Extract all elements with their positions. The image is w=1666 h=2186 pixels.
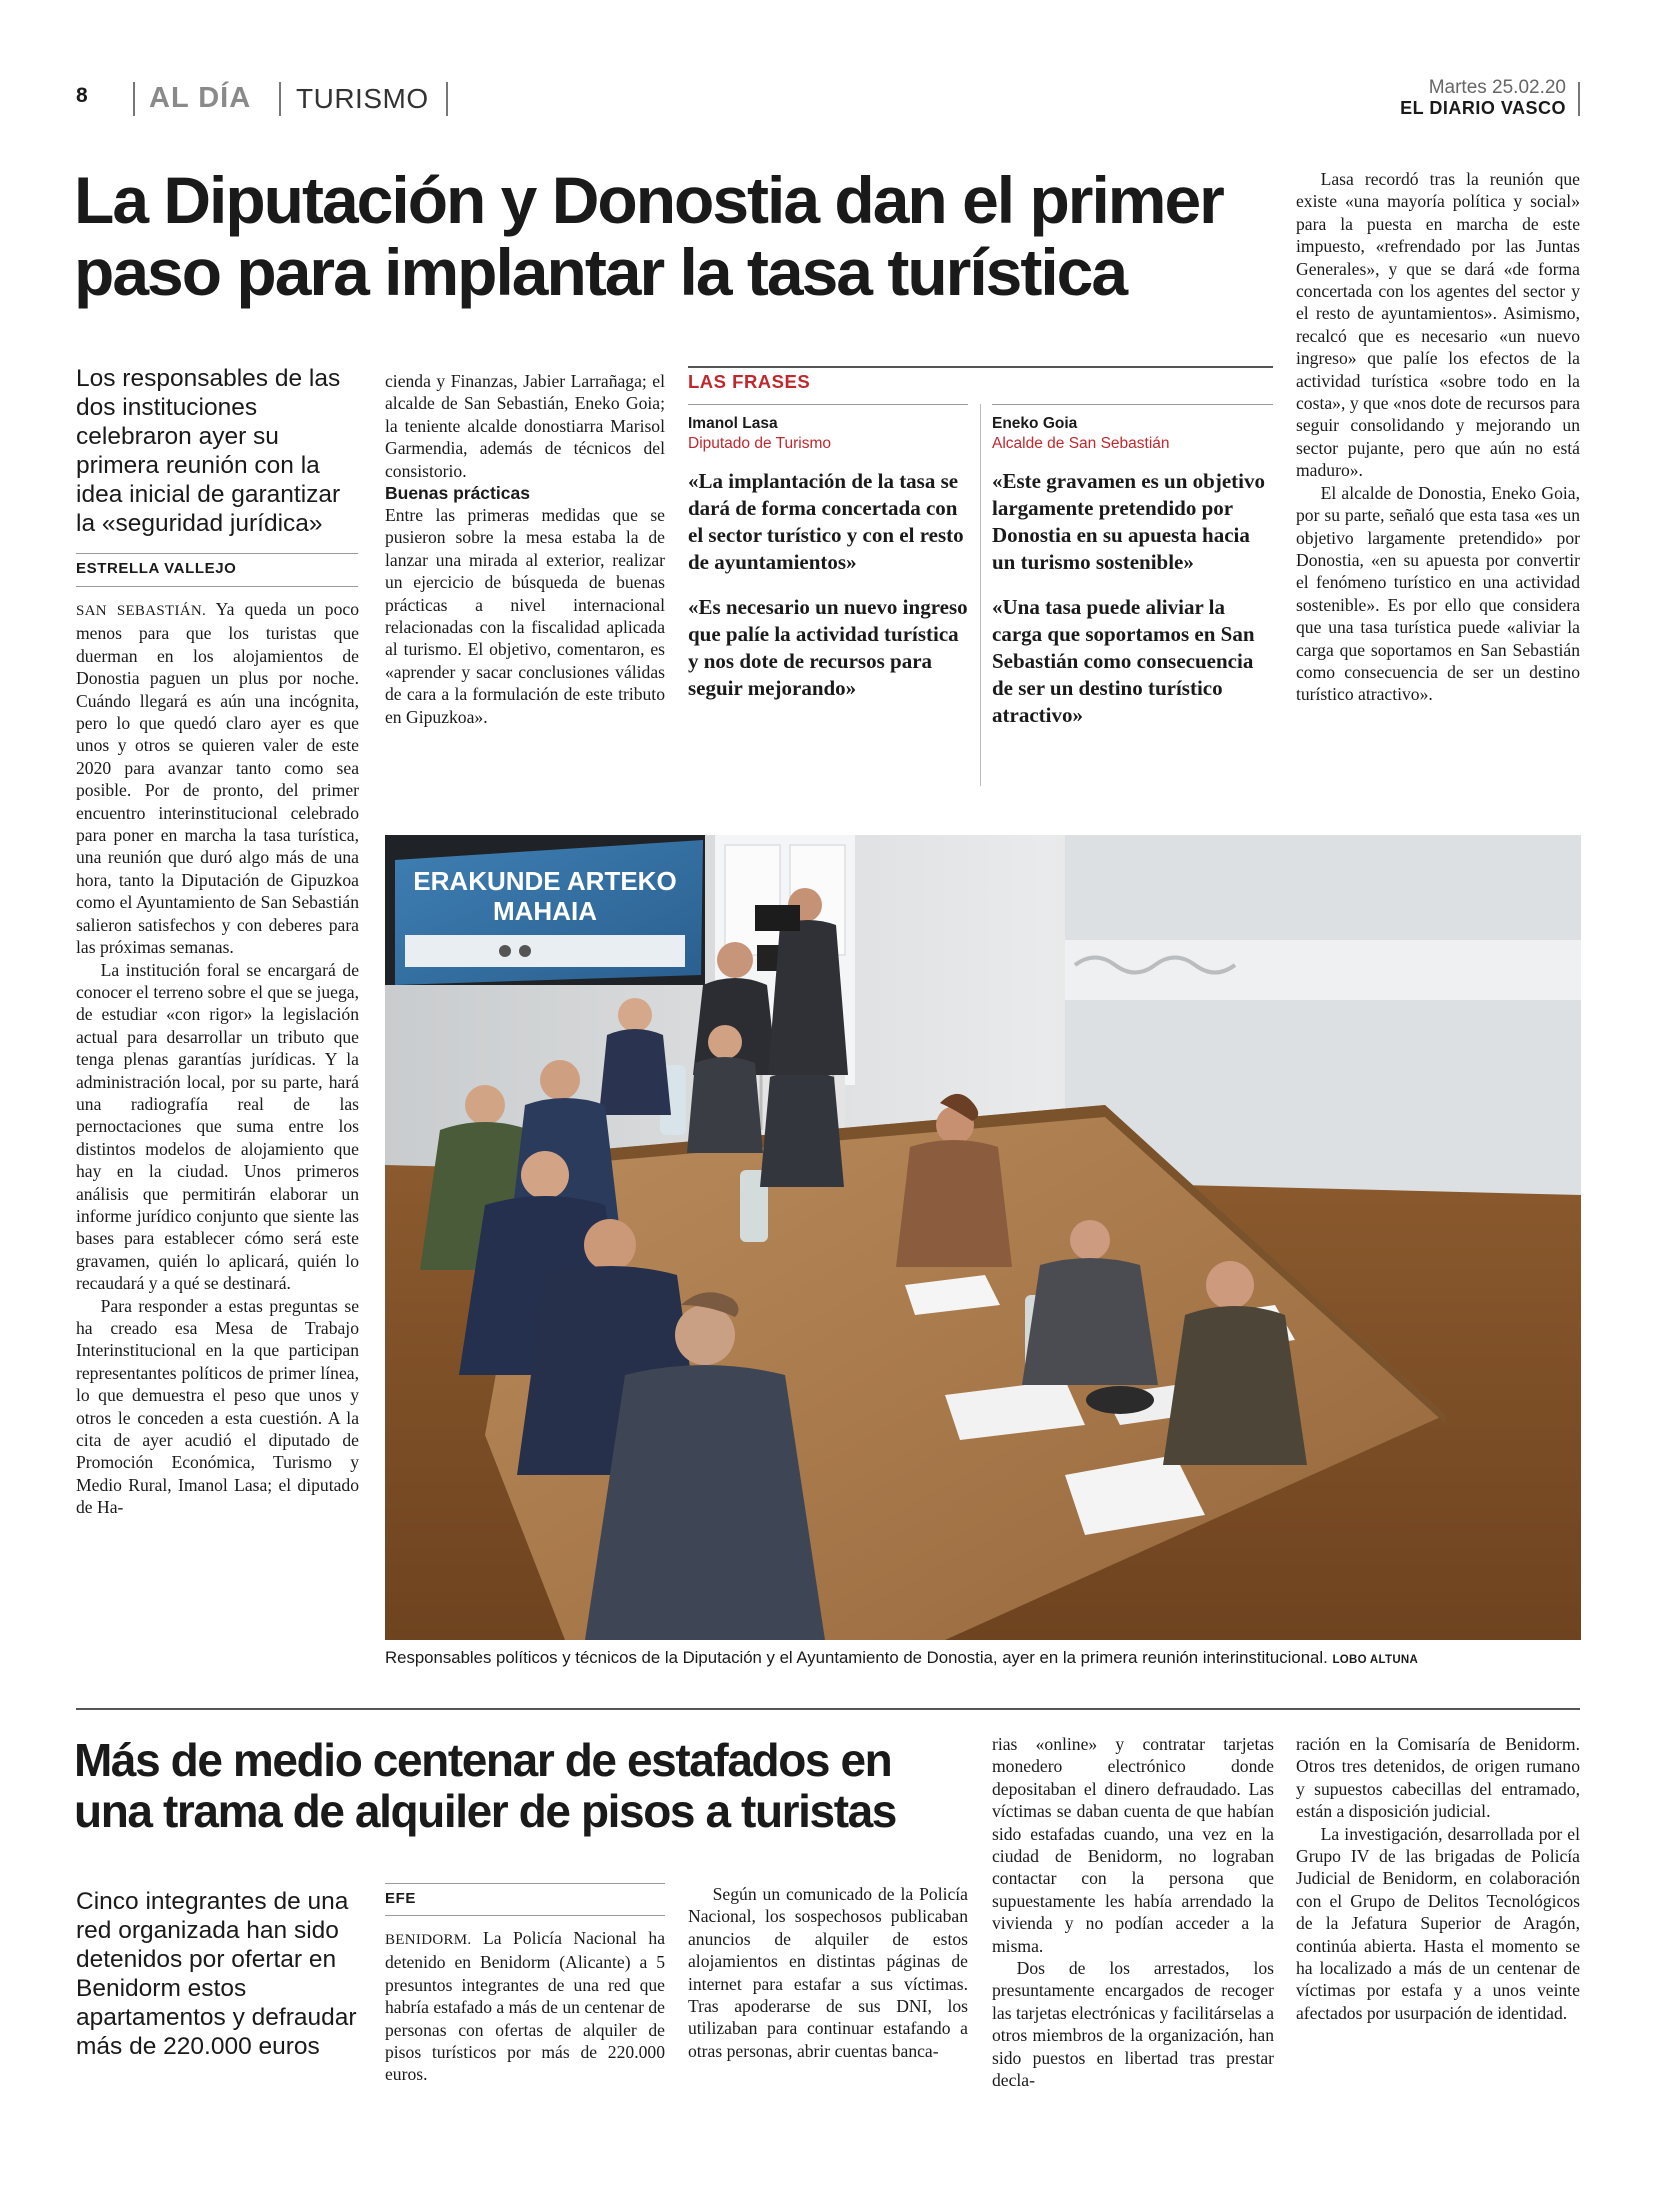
body-paragraph: La institución foral se encargará de conocer el terreno sobre el que se juega, de estudiar «con rigor» la legislación actual para desarrollar un tributo que tenga plenas garantías jurídicas. Y la administración local, por su parte, hará una radiografía real de las pernoctaciones que suma entre los distintos modelos de alojamiento que hay en la ciudad. Unos primeros análisis que permitirán elaborar un informe jurídico conjunto que siente las bases para establecer cómo será este gravamen, quién lo aplicará, quién lo recaudará y a qué se destinará. [76,959,359,1294]
body-paragraph: Según un comunicado de la Policía Nacional, los sospechosos publicaban anuncios de alquiler de estos alojamientos en distintas páginas de internet para estafar a sus víctimas. Tras apoderarse de sus DNI, los utilizaban para continuar estafando a otras personas, abrir cuentas banca- [688,1884,968,2061]
quote: «Una tasa puede aliviar la carga que soportamos en San Sebastián como consecuencia de ser un destino turístico atractivo» [992,595,1255,727]
dateline: BENIDORM. [385,1932,472,1948]
quote-author-name: Imanol Lasa [688,415,778,432]
article2-column-2 [385,1927,665,2086]
headline-line: una trama de alquiler de pisos a turistas [74,1785,896,1837]
frases-title: LAS FRASES [688,371,811,392]
header-divider [446,82,448,116]
frases-left [688,414,972,720]
byline-rule [76,553,358,554]
frases-column-divider [980,404,981,786]
article1-byline: ESTRELLA VALLEJO [76,560,237,577]
byline-rule [385,1883,665,1884]
caption-text: Responsables políticos y técnicos de la Diputación y el Ayuntamiento de Donostia, ayer en la primera reunión interinstitucional. [385,1648,1328,1667]
article2-standfirst: Cinco integrantes de una red organizada han sido detenidos por ofertar en Benidorm estos apartamentos y defraudar más de 220.000 euros [76,1888,357,2060]
quote: «La implantación de la tasa se dará de forma concertada con el sector turístico y con el resto de ayuntamientos» [688,469,964,574]
body-paragraph: La investigación, desarrollada por el Grupo IV de las brigadas de Policía Judicial de Benidorm, en colaboración con el Grupo de Delitos Tecnológicos de la Jefatura Superior de Aragón, continúa abierta. Hasta el momento se ha localizado a más de un centenar de víctimas por estafa y a unos veinte afectados por usurpación de identidad. [1296,1823,1580,2023]
body-paragraph: Entre las primeras medidas que se pusieron sobre la mesa estaba la de lanzar una mirada al exterior, realizar un ejercicio de búsqueda de buenas prácticas a nivel internacional relacionadas con la fiscalidad aplicada al turismo. El objetivo, comentaron, es «aprender y sacar conclusiones válidas de cara a la formulación de este tributo en Gipuzkoa». [385,505,665,727]
page-number: 8 [76,84,88,107]
article2-column-4 [992,1733,1274,2092]
header-divider [133,82,135,116]
body-paragraph: cienda y Finanzas, Jabier Larrañaga; el alcalde de San Sebastián, Eneko Goia; la teniente alcalde donostiarra Marisol Garmendia, además de técnicos del consistorio. [385,371,665,481]
article2-column-5 [1296,1733,1580,2024]
meeting-photo [385,835,1581,1640]
body-text: La Policía Nacional ha detenido en Benidorm (Alicante) a 5 presuntos integrantes de una red que habría estafado a más de un centenar de personas con ofertas de alquiler de pisos turísticos por más de 220.000 euros. [385,1928,665,2085]
quote-author-role: Diputado de Turismo [688,435,832,452]
photo-credit: LOBO ALTUNA [1332,1654,1419,1666]
headline-line: La Diputación y Donostia dan el primer [74,163,1223,237]
screen-title-line2: MAHAIA [493,896,597,926]
quote: «Este gravamen es un objetivo largamente pretendido por Donostia en su apuesta hacia un turismo sostenible» [992,469,1265,574]
article1-column-2 [385,370,665,728]
article2-headline [74,1735,974,1837]
frases-rule [688,404,968,405]
article-separator [76,1708,1580,1710]
headline-line: paso para implantar la tasa turística [74,235,1127,309]
subsection-label: TURISMO [296,83,429,114]
body-paragraph: ración en la Comisaría de Benidorm. Otros tres detenidos, de origen rumano y supuestos cabecillas del entramado, están a disposición judicial. [1296,1734,1580,1822]
body-text: Ya queda un poco menos para que los turistas que duerman en los alojamientos de Donostia paguen un plus por noche. Cuándo llegará es aún una incógnita, pero lo que quedó claro ayer es que unos y otros se quieren valer de este 2020 para avanzar tanto como sea posible. Por de pronto, del primer encuentro interinstitucional celebrado para poner en marcha la tasa turística, una reunión que duró algo más de una hora, tanto la Diputación de Gipuzkoa como el Ayuntamiento de San Sebastián salieron satisfechos y con deberes para las próximas semanas. [76,599,359,958]
section-label: AL DÍA [149,82,252,114]
body-paragraph: Dos de los arrestados, los presuntamente encargados de recoger las tarjetas electrónicas y facilitárselas a otros miembros de la organización, han sido puestos en libertad tras prestar decla- [992,1958,1274,2091]
frases-top-rule [688,366,1273,368]
newspaper-name: EL DIARIO VASCO [1400,98,1566,118]
subhead: Buenas prácticas [385,483,530,504]
screen-title-line1: ERAKUNDE ARTEKO [413,866,677,896]
frases-rule [992,404,1273,405]
issue-date: Martes 25.02.20 [1428,77,1566,98]
byline-rule [385,1915,665,1916]
dateline: SAN SEBASTIÁN. [76,603,207,619]
article1-standfirst: Los responsables de las dos instituciones celebraron ayer su primera reunión con la idea inicial de garantizar la «seguridad jurídica» [76,365,341,537]
photo-caption [385,1647,1581,1671]
quote-author-name: Eneko Goia [992,415,1078,432]
article2-column-3 [688,1883,968,2062]
byline-rule [76,586,358,587]
body-paragraph: rias «online» y contratar tarjetas monedero electrónico donde depositaban el dinero defraudado. Las víctimas se daban cuenta de que habían sido estafadas cuando, una vez en la ciudad de Benidorm, no lograban contactar con la persona que supuestamente les había arrendado la vivienda y no podían acceder a la misma. [992,1734,1274,1956]
headline-line: Más de medio centenar de estafados en [74,1734,892,1786]
quote-author-role: Alcalde de San Sebastián [992,435,1170,452]
article1-headline [74,164,1284,308]
article2-byline: EFE [385,1890,416,1907]
header-divider [279,82,281,116]
body-paragraph: El alcalde de Donostia, Eneko Goia, por su parte, señaló que esta tasa «es un objetivo largamente pretendido» por Donostia, «en su apuesta por convertir el fenómeno turístico en una actividad sostenible». Es por ello que considera que una tasa turística puede «aliviar la carga que soportamos en San Sebastián como consecuencia de ser un destino turístico atractivo». [1296,482,1580,705]
quote: «Es necesario un nuevo ingreso que palíe la actividad turística y nos dote de recursos para seguir mejorando» [688,595,968,700]
body-paragraph: Lasa recordó tras la reunión que existe «una mayoría política y social» para la puesta en marcha de este impuesto, «refrendado por las Juntas Generales», y que se dará «de forma concertada con los agentes del sector y el resto de ayuntamientos». Asimismo, recalcó que es necesario «un nuevo ingreso» que palíe los efectos de la actividad turística «sobre todo en la costa», y que «nos dote de recursos para seguir consolidando y mejorando un sector pujante, pero que aún no está maduro». [1296,169,1580,481]
article1-column-5 [1296,168,1580,706]
body-paragraph: Para responder a estas preguntas se ha creado esa Mesa de Trabajo Interinstitucional en la que participan representantes políticos de primer línea, lo que demuestra el peso que unos y otros le conceden a esta cuestión. A la cita de ayer acudió el diputado de Promoción Económica, Turismo y Medio Rural, Imanol Lasa; el diputado de Ha- [76,1295,359,1518]
header-divider [1578,82,1580,116]
frases-right [992,414,1274,747]
article1-column-1 [76,598,359,1519]
